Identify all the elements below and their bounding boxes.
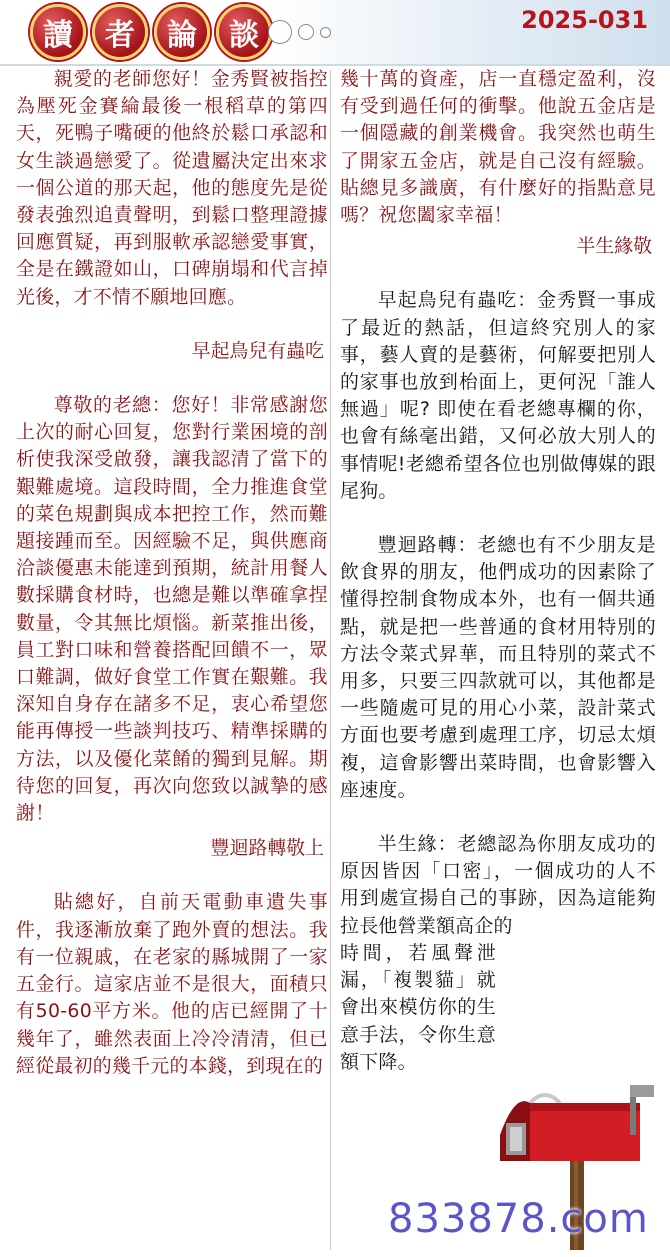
- column-divider: [330, 70, 331, 1250]
- watermark: 833878.com: [388, 1196, 649, 1242]
- title-char: 談: [216, 4, 272, 60]
- circle-icon: [268, 20, 292, 44]
- circle-icon: [298, 24, 314, 40]
- title-char: 讀: [30, 4, 86, 60]
- reply-paragraph: 早起鳥兒有蟲吃：金秀賢一事成了最近的熱話，但這終究別人的家事，藝人賣的是藝術，何解要把別人的家事也放到枱面上，更何況「誰人無過」呢? 即使在看老總專欄的你，也會有絲毫出錯，又何必放大別人的事情呢!老總希望各位也別做傳媒的跟尾狗。: [340, 289, 656, 502]
- reply-paragraph: 豐迴路轉：老總也有不少朋友是飲食界的朋友，他們成功的因素除了懂得控制食物成本外，也有一個共通點，就是把一些普通的食材用特別的方法令菜式昇華，而且特別的菜式不用多，只要三四款就可以，其他都是一些隨處可見的用心小菜，設計菜式方面也要考慮到處理工序，切忌太煩複，這會影響出菜時間，也會影響入座速度。: [340, 534, 656, 801]
- letter-signature: 半生緣敬: [576, 235, 652, 258]
- reply-paragraph: 時間，若風聲泄漏，「複製貓」就會出來模仿你的生意手法，令你生意額下降。: [340, 941, 496, 1073]
- letter-signature: 早起鳥兒有蟲吃: [191, 339, 324, 362]
- column-title: [30, 4, 272, 60]
- left-column: [16, 66, 328, 1080]
- circle-icon: [320, 27, 331, 38]
- right-column: [340, 66, 656, 1076]
- letter-paragraph: 尊敬的老總：您好！非常感謝您上次的耐心回复，您對行業困境的剖析使我深受啟發，讓我認清了當下的艱難處境。這段時間，全力推進食堂的菜色規劃與成本把控工作，然而難題接踵而至。因經驗不足，與供應商洽談優惠未能達到預期，統計用餐人數採購食材時，也總是難以準確拿捏數量，令其無比煩惱。新菜推出後，員工對口味和營養搭配回饋不一，眾口難調，做好食堂工作實在艱難。我深知自身存在諸多不足，衷心希望您能再傳授一些談判技巧、精準採購的方法，以及優化菜餚的獨到見解。期待您的回复，再次向您致以誠摯的感謝！: [16, 394, 328, 825]
- letter-paragraph: 幾十萬的資產，店一直穩定盈利，沒有受到過任何的衝擊。他說五金店是一個隱藏的創業機會。我突然也萌生了開家五金店，就是自己沒有經驗。貼總見多識廣，有什麼好的指點意見嗎？祝您闔家幸福！: [340, 68, 656, 227]
- letter-paragraph: 貼總好，自前天電動車遺失事件，我逐漸放棄了跑外賣的想法。我有一位親戚，在老家的縣城開了一家五金行。這家店並不是很大，面積只有50-60平方米。他的店已經開了十幾年了，雖然表面上冷冷清清，但已經從最初的幾千元的本錢，到現在的: [16, 891, 328, 1077]
- page-header: [0, 0, 670, 66]
- letter-paragraph: 親愛的老師您好！金秀賢被指控為壓死金賽綸最後一根稻草的第四天，死鴨子嘴硬的他終於鬆口承認和女生談過戀愛了。從遺屬決定出來求一個公道的那天起，他的態度先是從發表強烈追責聲明，到鬆口整理證據回應質疑，再到服軟承認戀愛事實，全是在鐵證如山，口碑崩塌和代言掉光後，才不情不願地回應。: [16, 68, 328, 308]
- decorative-dots: [268, 20, 331, 44]
- letter-signature: 豐迴路轉敬上: [210, 837, 324, 860]
- reply-paragraph: 半生緣：老總認為你朋友成功的原因皆因「口密」，一個成功的人不用到處宣揚自己的事跡，因為這能夠拉長他營業額高企的: [340, 833, 656, 937]
- title-char: 論: [154, 4, 210, 60]
- title-char: 者: [92, 4, 148, 60]
- issue-number: 2025-031: [521, 6, 648, 34]
